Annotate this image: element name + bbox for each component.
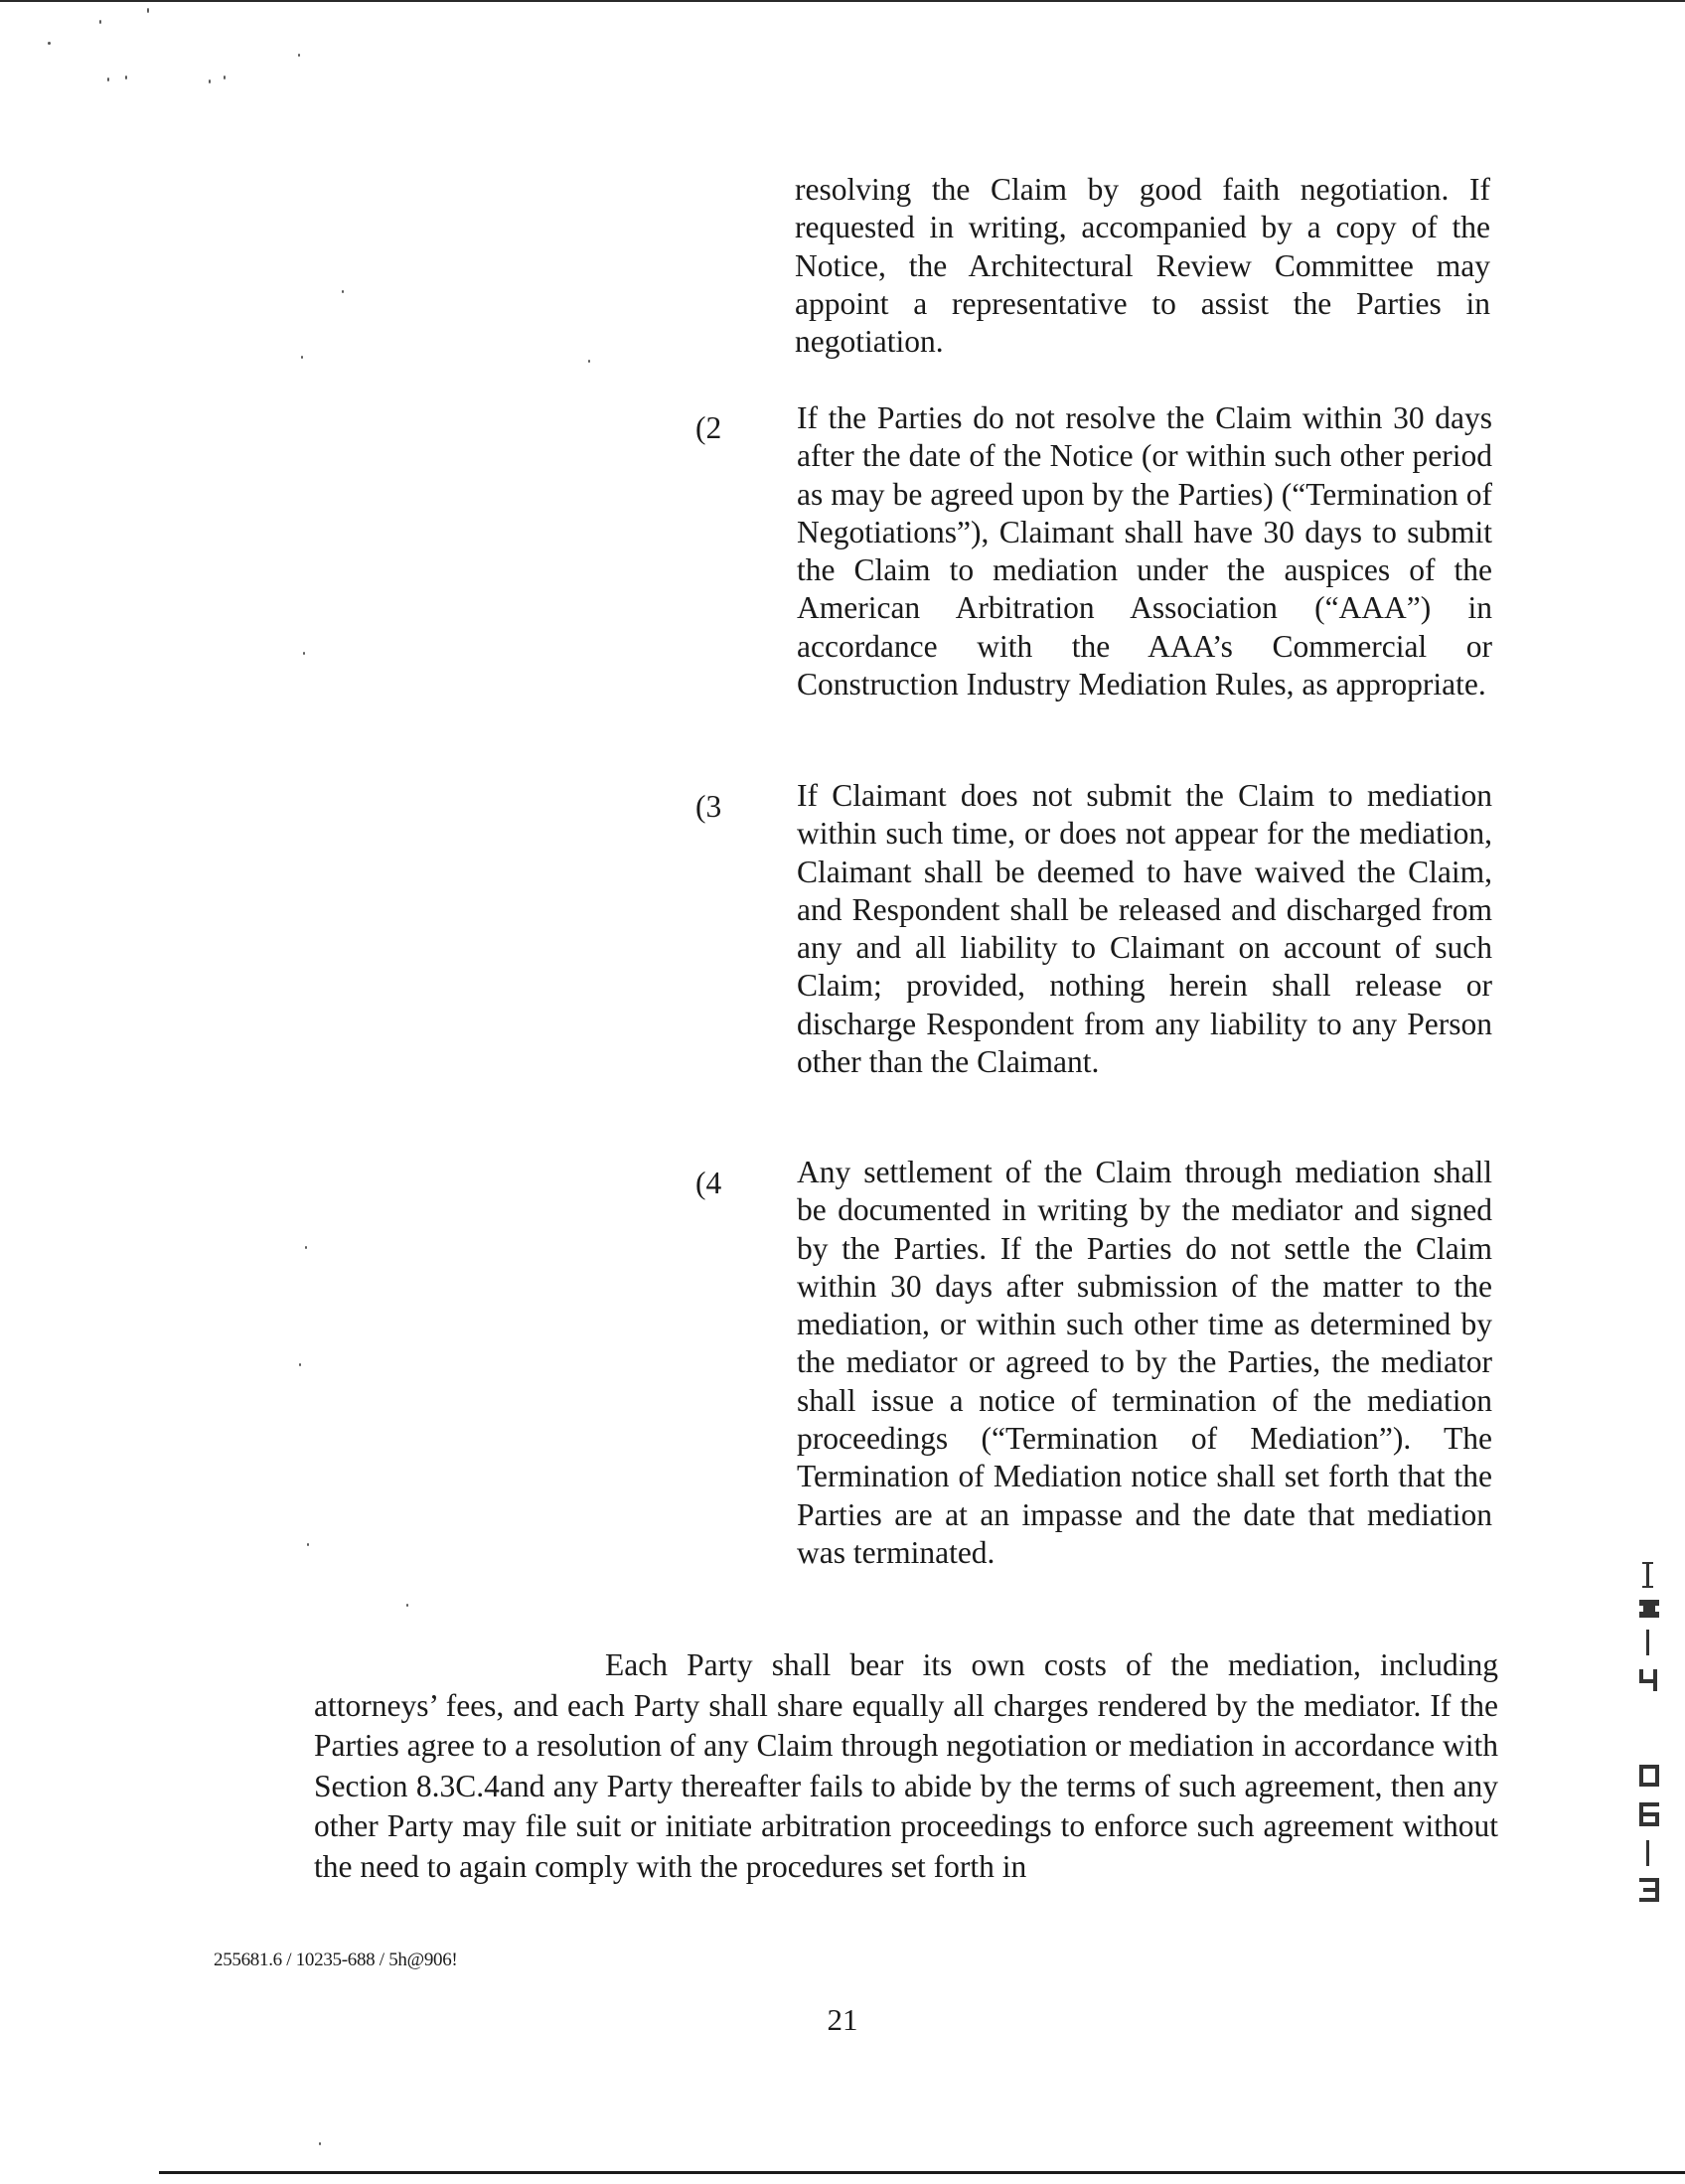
- scan-speck: [99, 20, 101, 24]
- closing-paragraph: Each Party shall bear its own costs of the mediation, including attorneys’ fees, and each Party shall share equally all charges rendered by the mediator. If the Parties agree to a resolution of any Claim through negotiation or mediation in accordance with Section 8.3C.4and any Party thereafter fails to abide by the terms of such agreement, then any other Party may file suit or initiate arbitration proceedings to enforce such agreement without the need to again comply with the procedures set forth in: [314, 1647, 1498, 1884]
- page-number: 21: [827, 2002, 858, 2037]
- scan-speck: [588, 360, 590, 363]
- scan-speck: [224, 76, 226, 79]
- scan-speck: [307, 1543, 309, 1546]
- scan-speck: [301, 356, 303, 359]
- list-item-number: (4: [695, 1166, 722, 1200]
- scan-speck: [303, 652, 305, 655]
- list-item-text: If Claimant does not submit the Claim to mediation within such time, or does not appear for the mediation, Claimant shall be deemed to have waived the Claim, and Respondent shall be released and discharged from any and all liability to Claimant on account of such Claim; provided, nothing herein shall release or discharge Respondent from any liability to any Person other than the Claimant.: [797, 778, 1492, 1080]
- scan-speck: [147, 8, 149, 13]
- scan-speck: [406, 1604, 408, 1607]
- page-top-rule: [0, 0, 1685, 2]
- scan-speck: [48, 42, 51, 45]
- scan-speck: [209, 79, 211, 83]
- page-bottom-rule: [159, 2171, 1685, 2174]
- scan-speck: [125, 76, 127, 79]
- list-item-number: (3: [695, 789, 722, 824]
- continuation-paragraph: resolving the Claim by good faith negotiation. If requested in writing, accompanied by a copy of the Notice, the Architectural Review Committee may appoint a representative to assist the Parties in negotiation.: [795, 172, 1490, 360]
- document-id-footer: 255681.6 / 10235-688 / 5h@906!: [214, 1950, 458, 1970]
- scan-speck: [299, 1363, 301, 1366]
- list-item-text: If the Parties do not resolve the Claim within 30 days after the date of the Notice (or within such other period as may be agreed upon by the Parties) (“Termination of Negotiations”), Claimant shall have 30 days to submit the Claim to mediation under the auspices of the American Arbitration Association (“AAA”) in accordance with the AAA’s Commercial or Construction Industry Mediation Rules, as appropriate.: [797, 400, 1492, 702]
- scan-speck: [305, 1246, 307, 1249]
- scan-speck: [298, 54, 300, 57]
- list-item-text: Any settlement of the Claim through mediation shall be documented in writing by the mediator and signed by the Parties. If the Parties do not settle the Claim within 30 days after submission of the matter to the mediation, or within such other time as determined by the mediator or agreed to by the Parties, the mediator shall issue a notice of termination of the mediation proceedings (“Termination of Mediation”). The Termination of Mediation notice shall set forth that the Parties are at an impasse and the date that mediation was terminated.: [797, 1155, 1492, 1570]
- scan-speck: [342, 290, 344, 293]
- list-item-number: (2: [695, 410, 722, 445]
- margin-stamp: [1629, 1560, 1669, 1928]
- scan-speck: [319, 2142, 321, 2145]
- scan-speck: [107, 78, 109, 81]
